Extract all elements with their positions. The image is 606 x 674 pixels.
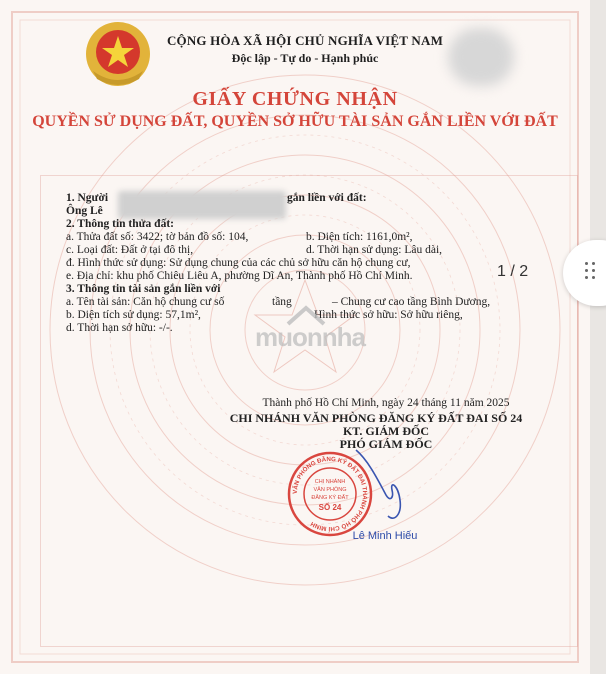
section1-heading-end: gắn liền với đất: bbox=[287, 192, 367, 204]
stamp-center-line1: CHI NHÁNH bbox=[314, 479, 346, 485]
section3-heading: 3. Thông tin tài sản gắn liền với bbox=[66, 283, 221, 295]
page-indicator: 1 / 2 bbox=[497, 263, 529, 280]
motto: Độc lập - Tự do - Hạnh phúc bbox=[231, 51, 379, 65]
asset-name-end: – Chung cư cao tầng Bình Dương, bbox=[332, 296, 491, 308]
section1-heading-start: 1. Người bbox=[66, 192, 109, 204]
republic-heading: CỘNG HÒA XÃ HỘI CHỦ NGHĨA VIỆT NAM bbox=[166, 33, 444, 48]
redacted-area bbox=[448, 28, 514, 86]
issuing-office: CHI NHÁNH VĂN PHÒNG ĐĂNG KÝ ĐẤT ĐAI SỐ 24 bbox=[229, 411, 523, 425]
handwritten-signature bbox=[348, 440, 418, 530]
ownership-form: Hình thức sở hữu: Sở hữu riêng, bbox=[314, 309, 463, 321]
usable-area: b. Diện tích sử dụng: 57,1m², bbox=[66, 309, 201, 321]
stamp-ring-text: VĂN PHÒNG ĐĂNG KÝ ĐẤT ĐAI THÀNH PHỐ HỒ CHÍ MINH bbox=[291, 455, 369, 533]
national-emblem-icon bbox=[83, 19, 153, 89]
certificate-subtitle: QUYỀN SỬ DỤNG ĐẤT, QUYỀN SỞ HỮU TÀI SẢN GẮN LIỀN VỚI ĐẤT bbox=[32, 113, 558, 130]
owner-name-prefix: Ông Lê bbox=[66, 205, 103, 217]
land-type: c. Loại đất: Đất ở tại đô thị, bbox=[66, 244, 194, 256]
plot-area: b. Diện tích: 1161,0m², bbox=[306, 231, 413, 243]
usage-form: đ. Hình thức sử dụng: Sử dụng chung của các chủ sở hữu căn hộ chung cư, bbox=[66, 257, 411, 269]
watermark-text: muonnha bbox=[255, 322, 365, 352]
land-address: e. Địa chỉ: khu phố Chiêu Liêu A, phường Dĩ An, Thành phố Hồ Chí Minh. bbox=[66, 270, 413, 282]
on-behalf-line: KT. GIÁM ĐỐC bbox=[342, 424, 430, 438]
signer-position: PHÓ GIÁM ĐỐC bbox=[339, 437, 433, 451]
asset-name-start: a. Tên tài sản: Căn hộ chung cư số bbox=[66, 296, 225, 308]
redacted-owner bbox=[118, 191, 286, 219]
asset-name-floor: tầng bbox=[272, 296, 292, 308]
plot-number: a. Thửa đất số: 3422; tờ bản đồ số: 104, bbox=[66, 231, 249, 243]
section2-heading: 2. Thông tin thửa đất: bbox=[66, 218, 174, 230]
place-date: Thành phố Hồ Chí Minh, ngày 24 tháng 11 năm 2025 bbox=[262, 397, 510, 409]
stamp-number: SỐ 24 bbox=[318, 503, 342, 512]
stamp-center-line2: VĂN PHÒNG bbox=[313, 487, 347, 493]
certificate-title: GIẤY CHỨNG NHẬN bbox=[192, 88, 398, 110]
stamp-center-line3: ĐĂNG KÝ ĐẤT bbox=[311, 495, 349, 501]
usage-term: d. Thời hạn sử dụng: Lâu dài, bbox=[306, 244, 443, 256]
grip-dots-icon bbox=[585, 262, 601, 284]
signer-name: Lê Minh Hiếu bbox=[352, 530, 418, 542]
ownership-term: d. Thời hạn sở hữu: -/-. bbox=[66, 322, 173, 334]
